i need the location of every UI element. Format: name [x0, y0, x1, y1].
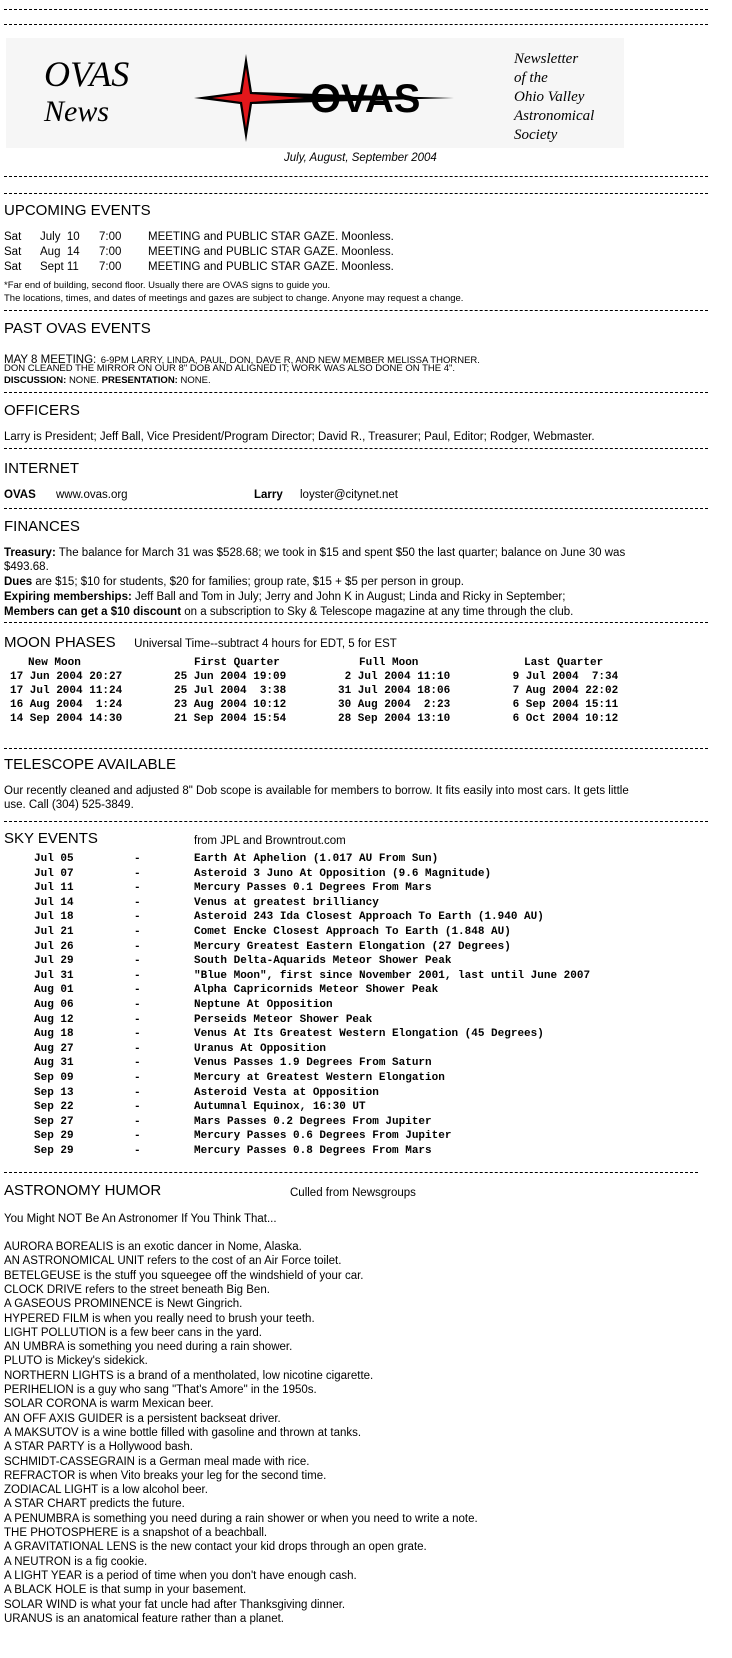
humor-line: A STAR PARTY is a Hollywood bash. [4, 1441, 193, 1454]
sky-event-date: Sep 09 [34, 1072, 74, 1084]
event-row: Sat Aug 14 7:00 MEETING and PUBLIC STAR GAZE. Moonless. [4, 246, 394, 258]
humor-line: AN OFF AXIS GUIDER is a persistent backseat driver. [4, 1412, 281, 1425]
humor-line: AN ASTRONOMICAL UNIT refers to the cost of an Air Force toilet. [4, 1255, 342, 1268]
sky-event-dash: - [134, 1101, 141, 1114]
section-heading-sky: SKY EVENTS [4, 830, 98, 847]
tagline-line: Ohio Valley [514, 89, 585, 105]
moon-cell: 28 Sep 2004 13:10 [338, 713, 451, 725]
moon-cell: 25 Jun 2004 19:09 [174, 671, 287, 683]
moon-cell: 2 Jul 2004 11:10 [338, 671, 451, 683]
moon-col-header: First Quarter [194, 657, 280, 669]
tagline-line: Astronomical [514, 108, 595, 124]
moon-col-header: Last Quarter [524, 657, 604, 669]
sky-event-dash: - [134, 896, 141, 909]
moon-cell: 23 Aug 2004 10:12 [174, 699, 287, 711]
sky-event-dash: - [134, 1145, 141, 1157]
section-heading-finances: FINANCES [4, 518, 80, 535]
event-row: Sat July 10 7:00 MEETING and PUBLIC STAR GAZE. Moonless. [4, 231, 394, 243]
past-line: DON CLEANED THE MIRROR ON OUR 8" DOB AND ALIGNED IT; WORK WAS ALSO DONE ON THE 4". [4, 363, 456, 374]
moon-heading-row [4, 634, 397, 652]
humor-line: A LIGHT YEAR is a period of time when you don't have enough cash. [4, 1569, 357, 1582]
humor-line: A GRAVITATIONAL LENS is the new contact your kid drops through an open grate. [4, 1541, 427, 1554]
humor-line: SOLAR WIND is what your fat uncle had after Thanksgiving dinner. [4, 1598, 346, 1611]
divider [4, 9, 708, 10]
sky-event-desc: Asteroid Vesta at Opposition [194, 1086, 379, 1099]
finances-expiring: Expiring memberships: Jeff Ball and Tom in July; Jerry and John K in August; Linda and Ricky in September; [4, 591, 566, 603]
sky-event-dash: - [134, 911, 141, 924]
section-heading-upcoming: UPCOMING EVENTS [4, 202, 151, 219]
sky-event-date: Jul 11 [34, 882, 74, 895]
finances-balance: $493.68. [4, 561, 49, 573]
sky-event-date: Sep 29 [34, 1130, 74, 1143]
humor-line: HYPERED FILM is when you really need to brush your teeth. [4, 1312, 315, 1325]
moon-cell: 6 Sep 2004 15:11 [506, 699, 619, 711]
sky-event-dash: - [134, 1013, 141, 1026]
sky-event-date: Aug 12 [34, 1013, 74, 1026]
sky-event-date: Sep 13 [34, 1086, 74, 1099]
humor-line: A NEUTRON is a fig cookie. [4, 1555, 148, 1568]
moon-cell: 6 Oct 2004 10:12 [506, 713, 619, 725]
sky-event-desc: Perseids Meteor Shower Peak [194, 1013, 373, 1026]
past-meeting: MAY 8 MEETING: 6-9PM LARRY, LINDA, PAUL, DON, DAVE R, AND NEW MEMBER MELISSA THORNER. [4, 354, 480, 366]
sky-event-desc: Mercury Passes 0.6 Degrees From Jupiter [194, 1130, 452, 1143]
humor-source: Culled from Newsgroups [290, 1187, 416, 1199]
sky-source: from JPL and Browntrout.com [194, 835, 346, 847]
section-heading-past: PAST OVAS EVENTS [4, 320, 151, 337]
sky-event-dash: - [134, 1130, 141, 1143]
sky-event-dash: - [134, 867, 141, 880]
sky-event-desc: "Blue Moon", first since November 2001, last until June 2007 [194, 969, 591, 982]
sky-event-date: Jul 18 [34, 911, 74, 924]
event-row: Sat Sept 11 7:00 MEETING and PUBLIC STAR GAZE. Moonless. [4, 261, 394, 273]
finances-discount: Members can get a $10 discount on a subscription to Sky & Telescope magazine at any time through the club. [4, 606, 574, 618]
divider [4, 392, 708, 393]
sky-event-dash: - [134, 1028, 141, 1041]
issue-date: July, August, September 2004 [284, 152, 437, 164]
sky-event-desc: Mars Passes 0.2 Degrees From Jupiter [194, 1115, 432, 1128]
humor-line: PLUTO is Mickey's sidekick. [4, 1355, 148, 1368]
sky-event-desc: Mercury at Greatest Western Elongation [194, 1072, 445, 1084]
sky-event-dash: - [134, 940, 141, 953]
masthead-title: OVAS [44, 54, 130, 94]
divider [4, 748, 708, 749]
sky-event-desc: Alpha Capricornids Meteor Shower Peak [194, 984, 439, 997]
telescope-text: Our recently cleaned and adjusted 8" Dob scope is available for members to borrow. It fits easily into most cars. It gets little [4, 785, 629, 797]
sky-event-date: Jul 07 [34, 867, 74, 880]
divider [4, 448, 708, 449]
past-discussion: DISCUSSION: NONE. PRESENTATION: NONE. [4, 375, 211, 386]
humor-line: AN UMBRA is something you need during a rain shower. [4, 1341, 293, 1354]
moon-cell: 25 Jul 2004 3:38 [174, 685, 287, 697]
sky-event-dash: - [134, 969, 141, 982]
upcoming-note: *Far end of building, second floor. Usually there are OVAS signs to guide you. [4, 280, 331, 291]
sky-event-desc: Mercury Passes 0.1 Degrees From Mars [194, 882, 432, 895]
moon-cell: 21 Sep 2004 15:54 [174, 713, 287, 725]
tagline-line: Society [514, 127, 558, 143]
humor-line: A STAR CHART predicts the future. [4, 1498, 185, 1511]
humor-line: REFRACTOR is when Vito breaks your leg for the second time. [4, 1469, 327, 1482]
moon-cell: 30 Aug 2004 2:23 [338, 699, 451, 711]
divider [4, 24, 708, 25]
org-url-link[interactable]: www.ovas.org [56, 489, 128, 501]
section-heading-telescope: TELESCOPE AVAILABLE [4, 756, 177, 773]
sky-event-desc: Mercury Passes 0.8 Degrees From Mars [194, 1145, 432, 1157]
moon-col-header: New Moon [28, 657, 81, 669]
email-link[interactable]: loyster@citynet.net [300, 489, 398, 501]
sky-event-dash: - [134, 984, 141, 997]
sky-event-desc: Venus at greatest brilliancy [194, 896, 379, 909]
moon-cell: 17 Jun 2004 20:27 [10, 671, 123, 683]
sky-event-dash: - [134, 955, 141, 968]
sky-event-date: Aug 18 [34, 1028, 74, 1041]
humor-line: A BLACK HOLE is that sump in your basement. [4, 1584, 247, 1597]
humor-line: A GASEOUS PROMINENCE is Newt Gingrich. [4, 1298, 243, 1311]
sky-event-date: Jul 14 [34, 896, 74, 909]
sky-event-date: Sep 27 [34, 1115, 74, 1128]
section-heading-humor: ASTRONOMY HUMOR [4, 1182, 162, 1199]
humor-line: A PENUMBRA is something you need during a rain shower or when you need to write a note. [4, 1512, 478, 1525]
humor-line: ZODIACAL LIGHT is a low alcohol beer. [4, 1484, 208, 1497]
sky-event-desc: Earth At Aphelion (1.017 AU From Sun) [194, 853, 439, 865]
sky-event-date: Jul 21 [34, 926, 74, 938]
section-heading-moon: MOON PHASES [4, 634, 116, 651]
sky-event-date: Aug 27 [34, 1042, 74, 1055]
finances-treasury: Treasury: The balance for March 31 was $528.68; we took in $15 and spent $50 the last quarter; balance on June 30 was [4, 547, 626, 559]
finances-dues: Dues are $15; $10 for students, $20 for families; group rate, $15 + $5 per person in group. [4, 576, 464, 588]
sky-event-dash: - [134, 926, 141, 938]
sky-event-desc: Venus At Its Greatest Western Elongation (45 Degrees) [194, 1028, 544, 1041]
masthead-subtitle: News [44, 95, 110, 128]
humor-line: SCHMIDT-CASSEGRAIN is a German meal made with rice. [4, 1455, 310, 1468]
moon-cell: 16 Aug 2004 1:24 [10, 699, 123, 711]
sky-event-dash: - [134, 1086, 141, 1099]
moon-cell: 9 Jul 2004 7:34 [506, 671, 619, 683]
humor-line: A MAKSUTOV is a wine bottle filled with gasoline and thrown at tanks. [4, 1426, 362, 1439]
divider [4, 193, 708, 194]
tagline-line: of the [514, 70, 548, 86]
sky-event-dash: - [134, 1057, 141, 1070]
sky-event-dash: - [134, 853, 141, 865]
sky-event-desc: South Delta-Aquarids Meteor Shower Peak [194, 955, 452, 968]
telescope-text: use. Call (304) 525-3849. [4, 799, 134, 811]
moon-cell: 14 Sep 2004 14:30 [10, 713, 123, 725]
masthead-tagline [514, 50, 594, 145]
section-heading-internet: INTERNET [4, 460, 79, 477]
sky-event-desc: Venus Passes 1.9 Degrees From Saturn [194, 1057, 432, 1070]
sky-event-date: Jul 05 [34, 853, 74, 865]
humor-line: URANUS is an anatomical feature rather than a planet. [4, 1612, 284, 1625]
divider [4, 1172, 698, 1173]
moon-cell: 17 Jul 2004 11:24 [10, 685, 123, 697]
sky-event-dash: - [134, 1072, 141, 1084]
sky-event-desc: Uranus At Opposition [194, 1042, 327, 1055]
tagline-line: Newsletter [514, 51, 579, 67]
sky-event-date: Sep 22 [34, 1101, 74, 1114]
sky-event-desc: Asteroid 243 Ida Closest Approach To Earth (1.940 AU) [194, 911, 544, 924]
star-logo-icon [184, 50, 464, 146]
logo-text: OVAS [310, 77, 421, 121]
sky-event-dash: - [134, 882, 141, 895]
moon-cell: 31 Jul 2004 18:06 [338, 685, 451, 697]
divider [4, 176, 708, 177]
sky-event-date: Aug 31 [34, 1057, 74, 1070]
divider [4, 622, 708, 623]
moon-cell: 7 Aug 2004 22:02 [506, 685, 619, 697]
sky-event-date: Jul 31 [34, 969, 74, 982]
sky-event-date: Aug 01 [34, 984, 74, 997]
sky-event-desc: Neptune At Opposition [194, 999, 333, 1011]
sky-event-date: Aug 06 [34, 999, 74, 1011]
sky-event-desc: Asteroid 3 Juno At Opposition (9.6 Magnitude) [194, 867, 492, 880]
upcoming-note: The locations, times, and dates of meetings and gazes are subject to change. Anyone may request a change. [4, 293, 464, 304]
humor-line: LIGHT POLLUTION is a few beer cans in the yard. [4, 1326, 263, 1339]
moon-subtitle: Universal Time--subtract 4 hours for EDT, 5 for EST [134, 638, 397, 650]
humor-line: AURORA BOREALIS is an exotic dancer in Nome, Alaska. [4, 1241, 302, 1253]
humor-line: CLOCK DRIVE refers to the street beneath Big Ben. [4, 1283, 270, 1296]
sky-event-dash: - [134, 1115, 141, 1128]
humor-intro: You Might NOT Be An Astronomer If You Think That... [4, 1213, 277, 1225]
humor-line: NORTHERN LIGHTS is a brand of a mentholated, low nicotine cigarette. [4, 1369, 374, 1382]
sky-event-dash: - [134, 999, 141, 1011]
humor-line: PERIHELION is a guy who sang "That's Amore" in the 1950s. [4, 1384, 317, 1396]
sky-event-desc: Mercury Greatest Eastern Elongation (27 Degrees) [194, 940, 511, 953]
humor-line: THE PHOTOSPHERE is a snapshot of a beachball. [4, 1527, 268, 1539]
sky-event-dash: - [134, 1042, 141, 1055]
sky-event-date: Jul 29 [34, 955, 74, 968]
divider [4, 310, 708, 311]
section-heading-officers: OFFICERS [4, 402, 80, 419]
sky-event-date: Jul 26 [34, 940, 74, 953]
sky-event-desc: Comet Encke Closest Approach To Earth (1.848 AU) [194, 926, 511, 938]
divider [4, 821, 708, 822]
humor-line: SOLAR CORONA is warm Mexican beer. [4, 1398, 214, 1411]
sky-event-date: Sep 29 [34, 1145, 74, 1157]
officers-text: Larry is President; Jeff Ball, Vice President/Program Director; David R., Treasurer; Paul, Editor; Rodger, Webmaster. [4, 431, 595, 443]
moon-col-header: Full Moon [359, 657, 419, 669]
divider [4, 508, 708, 509]
sky-event-desc: Autumnal Equinox, 16:30 UT [194, 1101, 366, 1114]
humor-line: BETELGEUSE is the stuff you squeegee off the windshield of your car. [4, 1269, 364, 1282]
